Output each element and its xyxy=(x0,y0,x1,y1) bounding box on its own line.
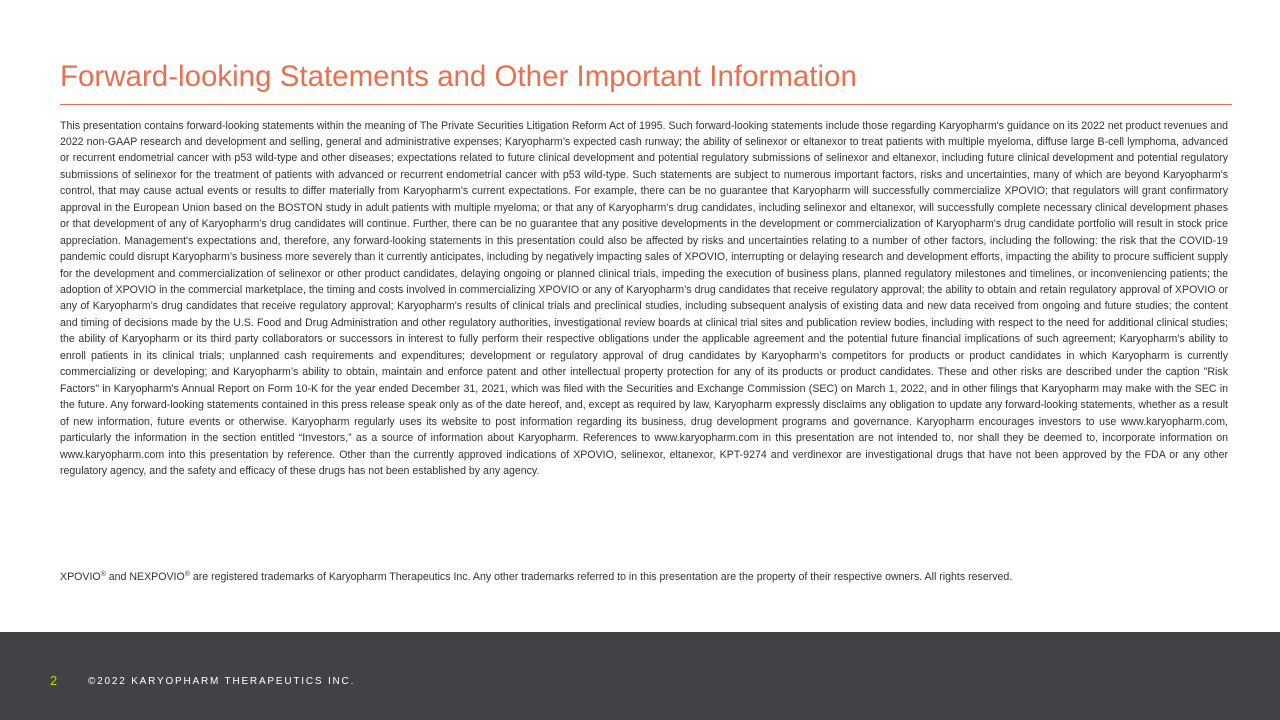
copyright-text: ©2022 KARYOPHARM THERAPEUTICS INC. xyxy=(88,676,356,687)
trademark-brand-nexpovio: NEXPOVIO xyxy=(129,571,185,583)
page-title: Forward-looking Statements and Other Important Information xyxy=(60,60,857,93)
disclaimer-paragraph: This presentation contains forward-looking statements within the meaning of The Private Securities Litigation Reform Act of 1995. Such forward-looking statements include those regarding Karyopharm's guidance on its 2022 net product revenues and 2022 non-GAAP research and development and selling, general and administrative expenses; Karyopharm’s expected cash runway; the ability of selinexor or eltanexor to treat patients with multiple myeloma, diffuse large B-cell lymphoma, advanced or recurrent endometrial cancer with p53 wild-type and other diseases; expectations related to future clinical development and potential regulatory submissions of selinexor and eltanexor, including future clinical development and potential regulatory submissions of selinexor for the treatment of patients with advanced or recurrent endometrial cancer with p53 wild-type. Such statements are subject to numerous important factors, risks and uncertainties, many of which are beyond Karyopharm's control, that may cause actual events or results to differ materially from Karyopharm's current expectations. For example, there can be no guarantee that Karyopharm will successfully commercialize XPOVIO; that regulators will grant confirmatory approval in the European Union based on the BOSTON study in adult patients with multiple myeloma; or that any of Karyopharm’s drug candidates, including selinexor and eltanexor, will successfully complete necessary clinical development phases or that development of any of Karyopharm’s drug candidates will continue. Further, there can be no guarantee that any positive developments in the development or commercialization of Karyopharm's drug candidate portfolio will result in stock price appreciation. Management's expectations and, therefore, any forward-looking statements in this presentation could also be affected by risks and uncertainties relating to a number of other factors, including the following: the risk that the COVID-19 pandemic could disrupt Karyopharm’s business more severely than it currently anticipates, including by negatively impacting sales of XPOVIO, interrupting or delaying research and development efforts, impacting the ability to procure sufficient supply for the development and commercialization of selinexor or other product candidates, delaying ongoing or planned clinical trials, impeding the execution of business plans, planned regulatory milestones and timelines, or inconveniencing patients; the adoption of XPOVIO in the commercial marketplace, the timing and costs involved in commercializing XPOVIO or any of Karyopharm’s drug candidates that receive regulatory approval; the ability to obtain and retain regulatory approval of XPOVIO or any of Karyopharm’s drug candidates that receive regulatory approval; Karyopharm's results of clinical trials and preclinical studies, including subsequent analysis of existing data and new data received from ongoing and future studies; the content and timing of decisions made by the U.S. Food and Drug Administration and other regulatory authorities, investigational review boards at clinical trial sites and publication review bodies, including with respect to the need for additional clinical studies; the ability of Karyopharm or its third party collaborators or successors in interest to fully perform their respective obligations under the applicable agreement and the potential future financial implications of such agreement; Karyopharm's ability to enroll patients in its clinical trials; unplanned cash requirements and expenditures; development or regulatory approval of drug candidates by Karyopharm’s competitors for products or product candidates in which Karyopharm is currently commercializing or developing; and Karyopharm’s ability to obtain, maintain and enforce patent and other intellectual property protection for any of its products or product candidates. These and other risks are described under the caption "Risk Factors" in Karyopharm's Annual Report on Form 10-K for the year ended December 31, 2021, which was filed with the Securities and Exchange Commission (SEC) on March 1, 2022, and in other filings that Karyopharm may make with the SEC in the future. Any forward-looking statements contained in this press release speak only as of the date hereof, and, except as required by law, Karyopharm expressly disclaims any obligation to update any forward-looking statements, whether as a result of new information, future events or otherwise. Karyopharm regularly uses its website to post information regarding its business, drug development programs and governance. Karyopharm encourages investors to use www.karyopharm.com, particularly the information in the section entitled “Investors,” as a source of information about Karyopharm. References to www.karyopharm.com in this presentation are not intended to, nor shall they be deemed to, incorporate information on www.karyopharm.com into this presentation by reference. Other than the currently approved indications of XPOVIO, selinexor, eltanexor, KPT-9274 and verdinexor are investigational drugs that have not been approved by the FDA or any other regulatory agency, and the safety and efficacy of these drugs has not been established by any agency. xyxy=(60,119,1228,478)
trademark-notice xyxy=(60,569,1228,585)
trademark-rest: are registered trademarks of Karyopharm Therapeutics Inc. Any other trademarks referred to in this presentation are the property of their respective owners. All rights reserved. xyxy=(189,571,1013,583)
registered-mark: ® xyxy=(100,571,106,578)
title-divider xyxy=(60,104,1232,105)
trademark-joiner: and xyxy=(105,571,130,583)
page-number: 2 xyxy=(50,673,58,688)
registered-mark: ® xyxy=(184,571,190,578)
footer-bar xyxy=(0,632,1280,720)
trademark-brand-xpovio: XPOVIO xyxy=(60,571,101,583)
